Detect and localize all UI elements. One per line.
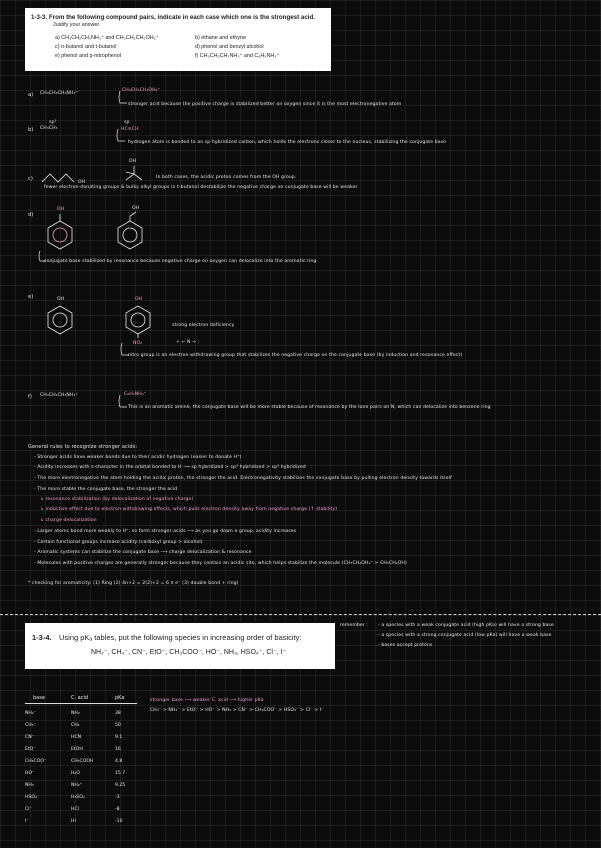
acid-cell: EtOH: [71, 747, 83, 752]
answer-a-formula: CH₃CH₂CH₂NH₃⁺: [40, 91, 78, 96]
answer-b-label: b): [28, 127, 34, 133]
rule-8: - Larger atoms bond more weakly to H⁺, so form stronger acids ⟶ as you go down a group, acidity increases: [34, 529, 297, 534]
answer-b-arrow: [116, 128, 128, 144]
answer-a-arrow: [118, 90, 130, 106]
answer-e-no2: NO₂: [133, 341, 143, 346]
question-133-subtitle: Justify your answer.: [53, 22, 101, 28]
pka-cell: 50: [115, 723, 121, 728]
answer-b-text: hydrogen atom is bonded to an sp hybridized carbon, which holds the electrons closer to the nucleus, stabilizing the conjugate base: [128, 140, 447, 145]
answer-e-oh1: OH: [57, 297, 65, 302]
answer-e-text: nitro group is an electron-withdrawing group that stabilizes the negative charge on the conjugate base (by induction and resonance effect): [128, 353, 463, 358]
answer-e-note: strong electron deficiency: [172, 323, 235, 328]
pka-cell: 4.8: [115, 759, 123, 764]
answer-a-label: a): [28, 92, 34, 98]
base-cell: EtO⁻: [25, 747, 36, 752]
answer-c-text: fewer electron-donating groups & bulky alkyl groups in t-butanol destabilize the negative charge on conjugate base will be weaker: [44, 185, 358, 190]
rule-6: ↳ inductive effect due to electron-withdrawing effects, which pulls electron density away from negative charge (↑ stability): [40, 507, 338, 512]
answer-f-arrow: [118, 394, 130, 410]
base-cell: CH₃⁻: [25, 723, 36, 728]
rule-10: - Aromatic systems can stabilize the conjugate base ⟶ charge delocalization & resonance: [34, 550, 252, 555]
header-base: base: [33, 695, 45, 701]
acid-cell: H₂O: [71, 771, 80, 776]
answer-b-sp3: sp³: [49, 120, 57, 125]
rules-heading: General rules to recognize stronger acids:: [28, 444, 138, 450]
question-134-species: NH₂⁻, CH₃⁻, CN⁻, EtO⁻, CH₃COO⁻, HO⁻, NH₃, HSO₄⁻, Cl⁻, I⁻: [91, 649, 287, 656]
answer-e-label: e): [28, 294, 34, 300]
answer-c-label: c): [28, 176, 33, 182]
rule-7: ↳ charge delocalization: [40, 518, 97, 523]
option-d: d) phenol and benzyl alcohol: [195, 44, 264, 50]
p-nitrophenol-structure: [122, 303, 154, 339]
benzyl-alcohol-structure: [114, 218, 146, 250]
question-134-title: Using pKₐ tables, put the following species in increasing order of basicity:: [59, 633, 302, 642]
answer-d-oh1: OH: [57, 207, 65, 212]
remember-line-1: - a species with a weak conjugate acid (high pKa) will have a strong base: [378, 623, 554, 628]
acid-cell: NH₃: [71, 711, 80, 716]
base-cell: CH₃COO⁻: [25, 759, 47, 764]
answer-a-choice: CH₃CH₂CH₂OH₂⁺: [122, 88, 161, 93]
answer-e-oh2: OH: [135, 297, 143, 302]
base-cell: CN⁻: [25, 735, 35, 740]
rule-1: - Stronger acids have weaker bonds due to their acidic hydrogen (easier to donate H⁺): [34, 455, 242, 460]
rule-2: - Acidity increases with s-character in the orbital bonded to H ⟶ sp hybridized > sp² hybridized > sp³ hybridized: [34, 465, 306, 470]
acid-cell: HI: [71, 819, 76, 824]
option-c: c) n-butanol and t-butanol: [55, 44, 117, 50]
phenol-structure-e: [44, 303, 76, 335]
acid-cell: H₂SO₄: [71, 795, 85, 800]
acid-cell: HCl: [71, 807, 79, 812]
phenol-structure: [44, 218, 76, 250]
base-cell: Cl⁻: [25, 807, 32, 812]
rule-11: - Molecules with positive charges are generally stronger because they contain an acidic site, which helps stabilize the molecule (CH₃CH₂OH₂⁺ > CH₃CH₂OH): [34, 561, 407, 566]
acid-cell: HCN: [71, 735, 82, 740]
aromaticity-note: * checking for aromaticity: (1) Ring (2) 4n+2 = 2(2)+2 = 6 π e⁻ (3) double bond + ring): [28, 581, 239, 586]
answer-e-pointer: [120, 342, 132, 358]
rule-4: - The more stable the conjugate base, the stronger the acid: [34, 487, 178, 492]
acid-cell: NH₄⁺: [71, 783, 83, 788]
base-cell: I⁻: [25, 819, 29, 824]
answer-e-arrow: + ← N → :: [176, 340, 200, 345]
header-underline: [25, 703, 137, 704]
answer-a-text: stronger acid because the positive charge is stabilized better on oxygen since it is the most electronegative atom: [128, 102, 402, 107]
answer-c-oh1: OH: [78, 180, 86, 185]
question-133-title: 1-3-3. From the following compound pairs, indicate in each case which one is the strongest acid.: [31, 14, 315, 21]
answer-f-formula: CH₃CH₂CH₂NH₃⁺: [40, 393, 78, 398]
answer-c-oh2: OH: [129, 159, 137, 164]
acid-cell: CH₄: [71, 723, 80, 728]
remember-label: remember :: [340, 623, 369, 628]
rule-5: ↳ resonance stabilization (by delocalization of negative charge): [40, 497, 194, 502]
question-133-box: [25, 8, 331, 71]
basicity-order: CH₃⁻ > NH₂⁻ > EtO⁻ > HO⁻ > NH₃ > CN⁻ > CH₃COO⁻ > HSO₄⁻ > Cl⁻ > I⁻: [150, 708, 324, 713]
remember-line-2: - a species with a strong conjugate acid (low pKa) will have a weak base: [378, 633, 552, 638]
answer-f-label: f): [28, 394, 32, 400]
answer-d-oh2: OH: [132, 206, 140, 211]
pka-table: [25, 695, 155, 845]
pka-cell: 15.7: [115, 771, 126, 776]
option-b: b) ethane and ethyne: [195, 35, 246, 41]
basicity-rule: stronger base ⟶ weaker C. acid ⟶ higher pKa: [150, 698, 264, 703]
answer-d-arrow: [38, 250, 48, 264]
remember-line-3: - bases accept protons: [378, 643, 433, 648]
question-134-prefix: 1-3-4.: [32, 633, 52, 642]
section-divider: [0, 614, 601, 615]
pka-cell: 9.1: [115, 735, 123, 740]
pka-cell: 9.25: [115, 783, 126, 788]
rule-3: - The more electronegative the atom holding the acidic proton, the stronger the acid. Electronegativity stabilizes the conjugate base by pulling electron density towards itself: [34, 476, 452, 481]
pka-cell: 16: [115, 747, 121, 752]
answer-f-text: This is an aromatic amine, the conjugate base will be more stable because of resonance by the lone pairs on N, which can delocalize into benzene ring: [128, 405, 491, 410]
question-134-box: [25, 623, 335, 669]
answer-b-formula: CH₃CH₃: [40, 126, 58, 131]
header-conjugate-acid: C. acid: [71, 695, 89, 701]
acid-cell: CH₃COOH: [71, 759, 94, 764]
answer-d-text: conjugate base stabilized by resonance because negative charge on oxygen can delocalize into the aromatic ring: [44, 259, 317, 264]
base-cell: HSO₄⁻: [25, 795, 40, 800]
pka-cell: -10: [115, 819, 123, 824]
answer-c-note: In both cases, the acidic proton comes from the OH group.: [156, 175, 297, 180]
base-cell: NH₃: [25, 783, 34, 788]
option-a: a) CH₃CH₂CH₂NH₃⁺ and CH₃CH₂CH₂OH₂⁺: [55, 35, 159, 41]
answer-b-choice: HC≡CH: [121, 127, 139, 132]
base-cell: NH₂⁻: [25, 711, 37, 716]
pka-cell: -8: [115, 807, 120, 812]
option-f: f) CH₃CH₂CH₂NH₃⁺ and C₆H₅NH₃⁺: [195, 53, 280, 59]
rule-9: - Certain functional groups increase acidity (carboxyl group > alcohol): [34, 540, 203, 545]
pka-cell: 38: [115, 711, 121, 716]
header-pka: pKa: [115, 695, 125, 701]
pka-cell: -3: [115, 795, 120, 800]
answer-d-label: d): [28, 212, 34, 218]
base-cell: HO⁻: [25, 771, 35, 776]
answer-f-choice: C₆H₅NH₃⁺: [124, 392, 147, 397]
answer-b-sp: sp: [124, 120, 130, 125]
option-e: e) phenol and p-nitrophenol: [55, 53, 121, 59]
